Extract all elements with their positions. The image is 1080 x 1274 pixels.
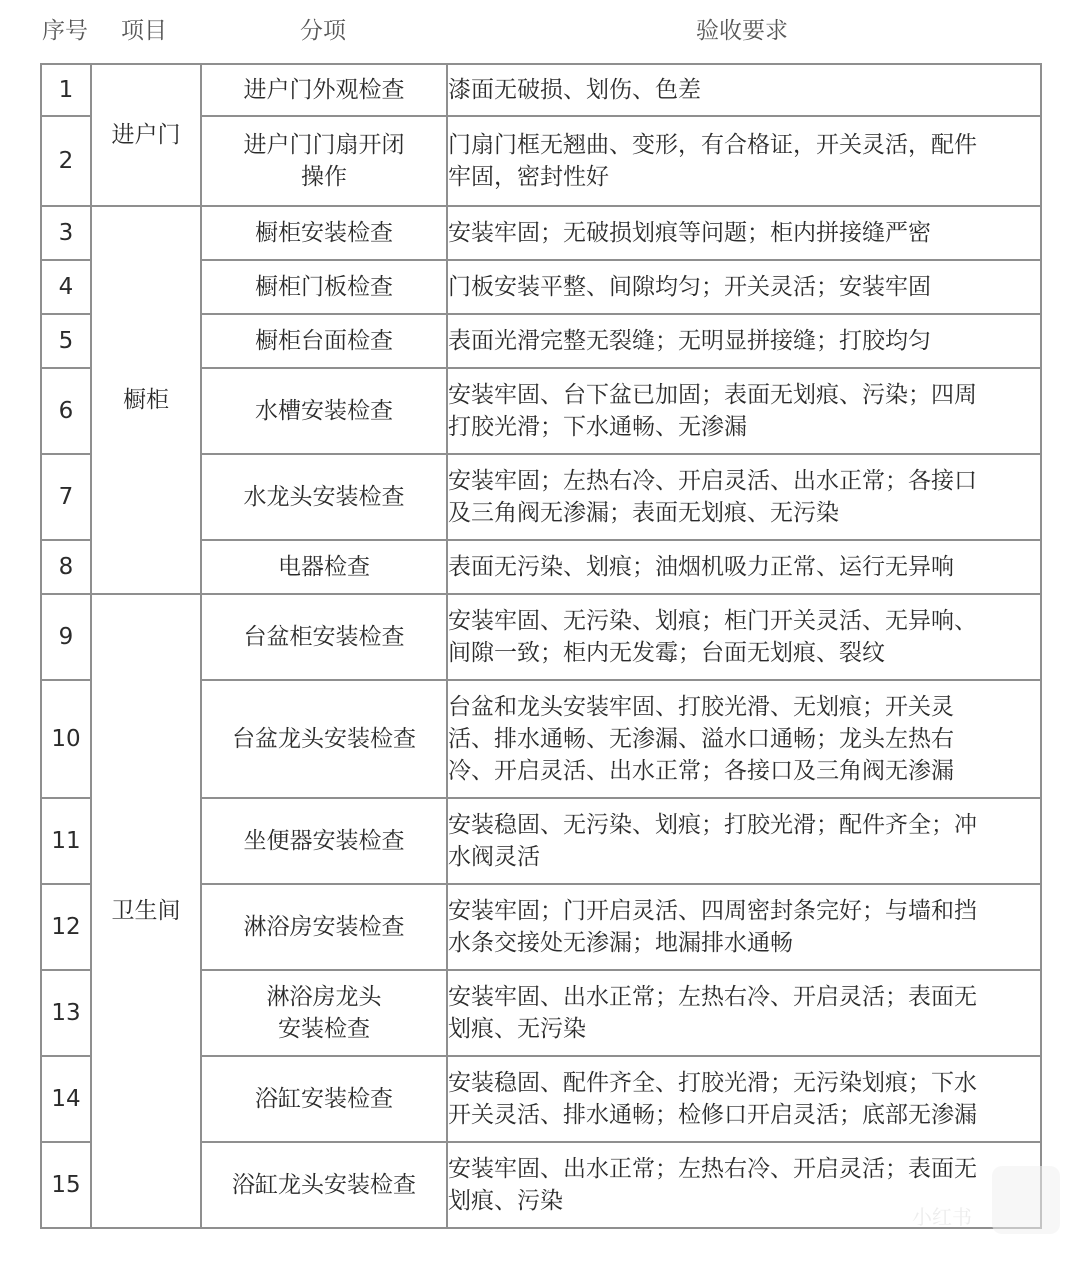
sub-item-cell: 坐便器安装检查: [201, 798, 447, 884]
row-number: 10: [41, 680, 91, 798]
row-number: 12: [41, 884, 91, 970]
requirement-cell: 安装牢固；无破损划痕等问题；柜内拼接缝严密: [447, 206, 1041, 260]
requirement-cell: 安装牢固、出水正常；左热右冷、开启灵活；表面无 划痕、无污染: [447, 970, 1041, 1056]
sub-item-cell: 橱柜安装检查: [201, 206, 447, 260]
requirement-cell: 门板安装平整、间隙均匀；开关灵活；安装牢固: [447, 260, 1041, 314]
sub-item-cell: 水槽安装检查: [201, 368, 447, 454]
sub-item-cell: 台盆龙头安装检查: [201, 680, 447, 798]
row-number: 9: [41, 594, 91, 680]
sub-item-cell: 电器检查: [201, 540, 447, 594]
sub-item-cell: 淋浴房安装检查: [201, 884, 447, 970]
requirement-cell: 门扇门框无翘曲、变形，有合格证，开关灵活，配件 牢固，密封性好: [447, 116, 1041, 206]
requirement-cell: 安装牢固、台下盆已加固；表面无划痕、污染；四周 打胶光滑；下水通畅、无渗漏: [447, 368, 1041, 454]
row-number: 5: [41, 314, 91, 368]
row-number: 11: [41, 798, 91, 884]
requirement-cell: 安装牢固、出水正常；左热右冷、开启灵活；表面无 划痕、污染: [447, 1142, 1041, 1228]
row-number: 2: [41, 116, 91, 206]
sub-item-cell: 台盆柜安装检查: [201, 594, 447, 680]
requirement-cell: 台盆和龙头安装牢固、打胶光滑、无划痕；开关灵 活、排水通畅、无渗漏、溢水口通畅；龙头左热右 冷、开启灵活、出水正常；各接口及三角阀无渗漏: [447, 680, 1041, 798]
requirement-cell: 安装稳固、无污染、划痕；打胶光滑；配件齐全；冲 水阀灵活: [447, 798, 1041, 884]
sub-item-cell: 进户门门扇开闭 操作: [201, 116, 447, 206]
requirement-cell: 表面光滑完整无裂缝；无明显拼接缝；打胶均匀: [447, 314, 1041, 368]
row-number: 14: [41, 1056, 91, 1142]
sub-item-cell: 浴缸龙头安装检查: [201, 1142, 447, 1228]
header-sub-item: 分项: [300, 18, 346, 44]
table-header: [0, 0, 1080, 62]
sub-item-cell: 橱柜门板检查: [201, 260, 447, 314]
header-serial-number: 序号: [42, 18, 88, 44]
sub-item-cell: 浴缸安装检查: [201, 1056, 447, 1142]
acceptance-table: [40, 63, 1042, 1229]
requirement-cell: 安装牢固；左热右冷、开启灵活、出水正常；各接口 及三角阀无渗漏；表面无划痕、无污染: [447, 454, 1041, 540]
requirement-cell: 安装牢固；门开启灵活、四周密封条完好；与墙和挡 水条交接处无渗漏；地漏排水通畅: [447, 884, 1041, 970]
sub-item-cell: 水龙头安装检查: [201, 454, 447, 540]
requirement-cell: 安装稳固、配件齐全、打胶光滑；无污染划痕；下水 开关灵活、排水通畅；检修口开启灵活；底部无渗漏: [447, 1056, 1041, 1142]
row-number: 15: [41, 1142, 91, 1228]
item-group-cell: 橱柜: [91, 206, 201, 594]
requirement-cell: 漆面无破损、划伤、色差: [447, 64, 1041, 116]
row-number: 1: [41, 64, 91, 116]
item-group-cell: 进户门: [91, 64, 201, 206]
table-row: [41, 206, 1041, 260]
table-row: [41, 64, 1041, 116]
row-number: 8: [41, 540, 91, 594]
sub-item-cell: 淋浴房龙头 安装检查: [201, 970, 447, 1056]
row-number: 3: [41, 206, 91, 260]
requirement-cell: 安装牢固、无污染、划痕；柜门开关灵活、无异响、 间隙一致；柜内无发霉；台面无划痕、裂纹: [447, 594, 1041, 680]
row-number: 4: [41, 260, 91, 314]
row-number: 13: [41, 970, 91, 1056]
watermark-text: 小红书: [912, 1205, 972, 1229]
table-row: [41, 594, 1041, 680]
sub-item-cell: 橱柜台面检查: [201, 314, 447, 368]
row-number: 6: [41, 368, 91, 454]
sub-item-cell: 进户门外观检查: [201, 64, 447, 116]
header-acceptance-requirement: 验收要求: [696, 18, 788, 44]
header-item: 项目: [121, 18, 167, 44]
requirement-cell: 表面无污染、划痕；油烟机吸力正常、运行无异响: [447, 540, 1041, 594]
row-number: 7: [41, 454, 91, 540]
item-group-cell: 卫生间: [91, 594, 201, 1228]
